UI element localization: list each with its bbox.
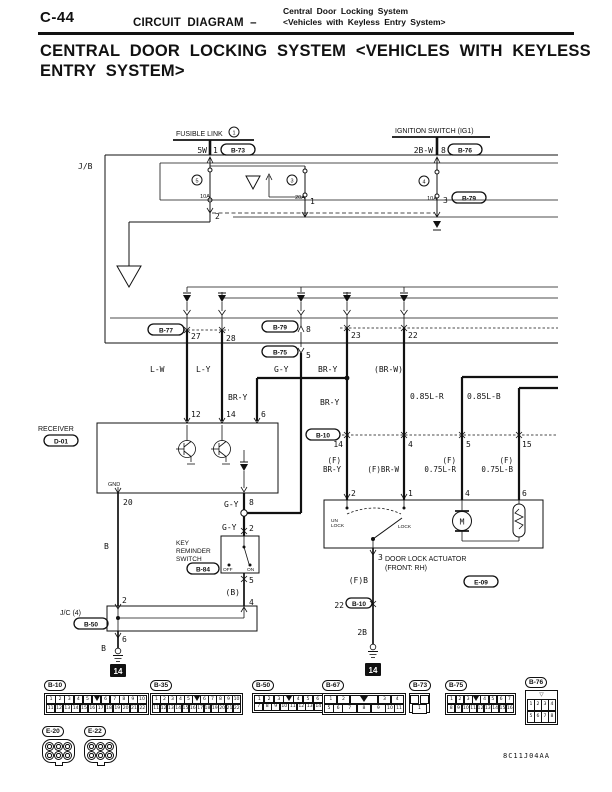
- connector-label: B-50: [252, 680, 274, 691]
- pin-23: 23: [351, 331, 361, 340]
- pin-cell: 4: [293, 695, 303, 703]
- page-title-line2: ENTRY SYSTEM>: [40, 62, 185, 80]
- pin-cell: 12: [160, 705, 167, 711]
- pin-cell: 16: [189, 705, 196, 711]
- pin-cell: 6: [101, 695, 111, 704]
- ground-number-left: 14: [113, 667, 123, 676]
- pin-cell: 22: [139, 705, 146, 711]
- connector-pinout-e22: [84, 726, 117, 763]
- connector-label: B-73: [409, 680, 431, 691]
- pin-6: 6: [261, 410, 266, 419]
- wire-label: G-Y: [224, 500, 239, 509]
- pin-cell: 20: [219, 705, 226, 711]
- harness-wires: [150, 328, 558, 513]
- key-reminder-label3: SWITCH: [176, 556, 202, 563]
- pin-cell: 14: [315, 704, 322, 710]
- page-code: C-44: [40, 9, 75, 26]
- connector-body: [525, 690, 558, 725]
- receiver-label: RECEIVER: [38, 426, 74, 433]
- actuator-lock-label: LOCK: [398, 525, 412, 530]
- pin-cell: 4: [176, 695, 185, 704]
- pin-cell: 2: [456, 695, 465, 704]
- pin-cell: 7: [254, 703, 263, 711]
- connector-ref-e09: E-09: [474, 579, 488, 587]
- pin-8r: 8: [249, 498, 254, 507]
- pin-row: [153, 696, 241, 705]
- pin-cell: 8: [548, 711, 556, 723]
- pin-cell: 12: [56, 705, 62, 711]
- pin-cell: 13: [484, 705, 491, 711]
- pin-cell: 13: [306, 704, 313, 710]
- pin-cell: 13: [64, 705, 71, 711]
- connector-ref-b77: B-77: [158, 327, 174, 335]
- fuse-3-pin: 1: [310, 197, 315, 206]
- connector-body: [252, 693, 325, 713]
- wire-label: (F)BR-W: [367, 465, 399, 474]
- pin-cell: 6: [333, 704, 343, 713]
- actuator-unlock-label1: UN: [331, 519, 338, 524]
- pin-cell: 15: [182, 705, 189, 711]
- pin-row: [412, 704, 428, 714]
- ground-symbol-right: [368, 644, 378, 657]
- connector-pinout-b75: [445, 680, 516, 715]
- pin-14b: 14: [333, 440, 343, 449]
- pin-cell: 9: [271, 703, 280, 711]
- pin-cell: 2: [264, 695, 274, 703]
- pin-cell: 9: [455, 704, 463, 713]
- pin-cell: 21: [131, 705, 137, 711]
- connector-ref-b10b: B-10: [351, 600, 367, 608]
- door-lock-actuator: [324, 489, 543, 587]
- wire-label: (B): [225, 588, 240, 597]
- pin-row: [325, 696, 404, 705]
- pin-cell: 5: [184, 695, 193, 704]
- terminal-hole: [63, 751, 72, 760]
- fuse-5-10a: [192, 158, 305, 222]
- pin-cell: 5: [83, 695, 93, 704]
- connector-pinout-b76: [525, 677, 558, 725]
- terminal-hole: [105, 751, 114, 760]
- pin-cell: 10: [233, 697, 240, 703]
- terminal-hole: [96, 751, 105, 760]
- pin-cell: 14: [492, 705, 499, 711]
- terminal-hole: [54, 742, 63, 751]
- pin-cell: 14: [175, 705, 182, 711]
- wire-label: (F): [327, 456, 341, 465]
- pin-cell: 12: [477, 705, 484, 711]
- wire-label: 0.85L-R: [410, 392, 444, 401]
- wire-label: (F): [442, 456, 456, 465]
- terminal-hole: [45, 742, 54, 751]
- terminal-hole: [63, 742, 72, 751]
- connector-body: [445, 693, 516, 715]
- connector-ref-b50: B-50: [83, 621, 99, 629]
- connector-body: [42, 739, 75, 763]
- ignition-switch-circuit: [392, 128, 490, 163]
- pin-cell: 11: [289, 704, 296, 710]
- page-link-triangle-b: [246, 176, 260, 189]
- fuse-5-rating: 10A: [200, 194, 210, 200]
- pin-4b: 4: [408, 440, 413, 449]
- wire-label: L-Y: [196, 365, 211, 374]
- pin-1: 1: [213, 146, 218, 155]
- wire-label: 0.75L-B: [481, 465, 513, 474]
- connector-pinout-b35: [150, 680, 243, 715]
- pin-12: 12: [191, 410, 201, 419]
- wire-label: BR-Y: [320, 398, 340, 407]
- connector-body: [150, 693, 243, 715]
- pin-22: 22: [408, 331, 418, 340]
- jb-label: J/B: [78, 162, 93, 171]
- pin-cell: 2: [337, 695, 350, 704]
- fuse-5-number: 5: [195, 178, 199, 185]
- connector-pinout-b67: [322, 680, 406, 715]
- pin-cell: 4: [391, 695, 404, 704]
- fuse-4-pin: 3: [443, 196, 448, 205]
- pin-row: [528, 699, 556, 711]
- pin-cell: 5: [303, 695, 313, 703]
- connector-body: [322, 693, 406, 715]
- pin-cell: 8: [447, 704, 455, 713]
- system-name-line2: <Vehicles with Keyless Entry System>: [283, 17, 446, 27]
- connector-label: B-10: [44, 680, 66, 691]
- fusible-link-label: FUSIBLE LINK: [176, 131, 223, 138]
- pin-cell: 14: [72, 705, 79, 711]
- diagram-code: 8C11J04AA: [503, 752, 550, 760]
- pin-cell: 8: [357, 704, 372, 713]
- actuator-ground-chain: [334, 548, 381, 676]
- wire-label: (F): [499, 456, 513, 465]
- pin-row: [528, 711, 556, 723]
- page-title-line1: CENTRAL DOOR LOCKING SYSTEM <VEHICLES WITH KEYLESS: [40, 42, 591, 60]
- pin-2k: 2: [249, 524, 254, 533]
- actuator-title1: DOOR LOCK ACTUATOR: [385, 556, 467, 563]
- junction-block: [78, 155, 558, 343]
- pin-cell: 10: [281, 704, 288, 710]
- pin-row: [153, 704, 241, 713]
- b10-connector-row: [306, 429, 558, 474]
- pin-cell: 3: [541, 699, 549, 711]
- wire-label: BR-Y: [318, 365, 338, 374]
- pin-cell: 10: [462, 705, 469, 711]
- ground-number-right: 14: [368, 666, 378, 675]
- pin-cell: 1: [324, 695, 337, 704]
- pin-4k: 4: [249, 598, 254, 607]
- wire-label: 2B: [357, 628, 367, 637]
- fuse-3-rating: 20A: [295, 195, 305, 201]
- pin-cell: 19: [211, 705, 218, 711]
- wire-label: L-W: [150, 365, 165, 374]
- pin-cell: 18: [106, 705, 112, 711]
- pin-row: [448, 696, 514, 705]
- pin-5b: 5: [466, 440, 471, 449]
- key-reminder-label1: KEY: [176, 540, 190, 547]
- actuator-unlock-label2: LOCK: [331, 524, 345, 529]
- wire-label-5w: 5W: [197, 146, 207, 155]
- pin-cell: 8: [119, 695, 129, 704]
- pin-1a: 1: [408, 489, 413, 498]
- pin-cell: 11: [470, 705, 477, 711]
- pin-14: 14: [226, 410, 236, 419]
- pin-cell: 12: [298, 704, 305, 710]
- diode: [183, 287, 191, 330]
- terminal-hole: [45, 751, 54, 760]
- pin-cell: 11: [396, 705, 402, 711]
- pin-cell: 7: [110, 695, 120, 704]
- pin-cell: 3: [464, 695, 473, 704]
- wire-label: 0.75L-R: [424, 465, 456, 474]
- pin-cell: ▽ 1: [527, 699, 535, 711]
- pin-cell: 7: [541, 711, 549, 723]
- fuse-3-20a: [246, 166, 315, 217]
- jc4-label: J/C (4): [60, 610, 81, 617]
- diode: [297, 287, 305, 326]
- pin-cell: 7: [505, 695, 514, 704]
- connector-body: [84, 739, 117, 763]
- key-reminder-switch: [176, 493, 259, 607]
- connector-pinout-b73: [409, 680, 431, 713]
- pin-cell: 9: [128, 695, 138, 704]
- terminal-hole: [87, 751, 96, 760]
- fuse-3-number: 3: [290, 178, 294, 185]
- pin-cell: 6: [313, 695, 323, 703]
- pin-cell: 22: [233, 705, 240, 711]
- connector-ref-b75: B-75: [272, 349, 288, 357]
- pin-cell: 4: [74, 695, 84, 704]
- connector-pinout-b50: [252, 680, 325, 713]
- diode: [400, 287, 408, 328]
- receiver-unit: [38, 410, 278, 509]
- pin-3a: 3: [378, 553, 383, 562]
- pin-cell: 15: [81, 705, 87, 711]
- pin-cell: 18: [204, 705, 211, 711]
- fuse-4-10a: [419, 158, 486, 230]
- terminal-hole: [54, 751, 63, 760]
- fuse-4-rating: 10A: [427, 196, 437, 202]
- connector-ref-b79: B-79: [272, 324, 288, 332]
- connector-label: B-67: [322, 680, 344, 691]
- connector-ref-b79-top: B-79: [461, 195, 477, 203]
- jb-output-connectors: [148, 321, 558, 360]
- junction-jc4: [60, 493, 257, 677]
- connector-body: [44, 693, 149, 715]
- system-name-line1: Central Door Locking System: [283, 6, 409, 16]
- pin-cell: 7: [208, 695, 217, 704]
- pin-8: 8: [441, 146, 446, 155]
- wire-label: (BR-W): [374, 365, 403, 374]
- pin-cell: 10: [387, 705, 393, 711]
- pin-cell: 3: [64, 695, 74, 704]
- pin-cell: 4: [548, 699, 556, 711]
- fusible-link-circuit: [173, 127, 255, 163]
- pin-22b: 22: [334, 601, 344, 610]
- connector-pinout-b10: [44, 680, 149, 715]
- pin-cell: 17: [197, 705, 204, 711]
- pin-cell: 6: [497, 695, 506, 704]
- wire-label: G-Y: [274, 365, 289, 374]
- section-title: CIRCUIT DIAGRAM –: [133, 17, 257, 29]
- connector-ref-b10: B-10: [315, 432, 331, 440]
- terminal-hole: [87, 742, 96, 751]
- pin-cell: 16: [506, 705, 513, 711]
- connector-ref-d01: D-01: [53, 438, 69, 446]
- pin-cell: 20: [122, 705, 129, 711]
- pin-cell: 11: [153, 705, 160, 711]
- pin-cell: 6: [200, 695, 209, 704]
- pin-cell: 1: [152, 695, 161, 704]
- pin-6j: 6: [122, 635, 127, 644]
- pin-cell: 8: [263, 703, 272, 711]
- pin-cell: 1: [412, 704, 427, 714]
- pin-cell: 3: [168, 695, 177, 704]
- pin-cell: 9: [371, 704, 386, 713]
- fuse-4-number: 4: [422, 179, 426, 186]
- pin-6a: 6: [522, 489, 527, 498]
- connector-pinout-e20: [42, 726, 75, 763]
- pin-5: 5: [306, 351, 311, 360]
- connector-ref-b84: B-84: [195, 566, 211, 574]
- wire-label-2bw: 2B-W: [413, 146, 433, 155]
- ground-symbol-left: [113, 648, 123, 661]
- wire-label: B: [101, 644, 106, 653]
- pin-cell: 15: [499, 705, 506, 711]
- diode: [343, 292, 351, 328]
- pin-cell: 2: [55, 695, 65, 704]
- connector-body: [409, 693, 430, 713]
- key-reminder-label2: REMINDER: [176, 548, 211, 555]
- pin-cell: 16: [89, 705, 96, 711]
- actuator-title2: (FRONT: RH): [385, 565, 427, 572]
- gnd-label: GND: [108, 482, 121, 488]
- switch-off-label: OFF: [223, 568, 233, 573]
- pin-row: [448, 704, 514, 713]
- fuse-5-pin: 2: [215, 212, 220, 221]
- pin-cell: 1: [447, 695, 456, 704]
- pin-cell: 2: [534, 699, 542, 711]
- pin-20: 20: [123, 498, 133, 507]
- pin-row: [325, 704, 404, 713]
- terminal-hole: [96, 742, 105, 751]
- pin-2a: 2: [351, 489, 356, 498]
- pin-cell: 9: [224, 695, 233, 704]
- pin-cell: 2: [160, 695, 169, 704]
- pin-27: 27: [191, 332, 201, 341]
- wire-label: 0.85L-B: [467, 392, 501, 401]
- connector-ref-b76: B-76: [457, 147, 473, 155]
- pin-8b: 8: [306, 325, 311, 334]
- pin-cell: 3: [274, 695, 284, 703]
- pin-cell: 10: [139, 697, 145, 703]
- pin-cell: 6: [534, 711, 542, 723]
- pin-cell: 3: [378, 695, 391, 704]
- pin-4a: 4: [465, 489, 470, 498]
- pin-28: 28: [226, 334, 236, 343]
- pin-row: [47, 704, 147, 713]
- pin-row: [47, 696, 147, 705]
- pin-cell: 5: [324, 704, 334, 713]
- pin-5k: 5: [249, 576, 254, 585]
- connector-label: E-20: [42, 726, 64, 737]
- pin-cell: 5: [527, 711, 535, 723]
- pin-cell: 4: [480, 695, 489, 704]
- wire-label: BR-Y: [322, 465, 341, 474]
- connector-label: B-75: [445, 680, 467, 691]
- connector-ref-b73: B-73: [230, 147, 246, 155]
- pin-cell: 17: [97, 705, 104, 711]
- pin-cell: 13: [167, 705, 174, 711]
- pin-15b: 15: [522, 440, 532, 449]
- wire-label: BR-Y: [228, 393, 248, 402]
- pin-cell: 5: [489, 695, 498, 704]
- pin-2j: 2: [122, 596, 127, 605]
- wire-label: G-Y: [222, 523, 237, 532]
- pin-cell: 7: [342, 704, 357, 713]
- pin-row: [412, 696, 428, 705]
- pin-cell: 1: [254, 695, 264, 703]
- diode-bank: [183, 287, 408, 330]
- wire-label: (F)B: [348, 576, 368, 585]
- pin-cell: 8: [216, 695, 225, 704]
- pin-cell: 11: [47, 705, 54, 711]
- pin-cell: 21: [226, 705, 233, 711]
- wire-label: B: [104, 542, 109, 551]
- connector-label: E-22: [84, 726, 106, 737]
- pin-cell: 19: [114, 705, 121, 711]
- connector-label: B-76: [525, 677, 547, 688]
- motor-m-label: M: [459, 517, 465, 527]
- fusible-link-number: 1: [232, 130, 236, 137]
- page-link-triangle-a: [117, 266, 141, 287]
- pin-cell: 1: [46, 695, 56, 704]
- switch-on-label: ON: [247, 568, 255, 573]
- pin-row: [255, 703, 323, 711]
- ignition-switch-label: IGNITION SWITCH (IG1): [395, 128, 474, 135]
- connector-label: B-35: [150, 680, 172, 691]
- terminal-hole: [105, 742, 114, 751]
